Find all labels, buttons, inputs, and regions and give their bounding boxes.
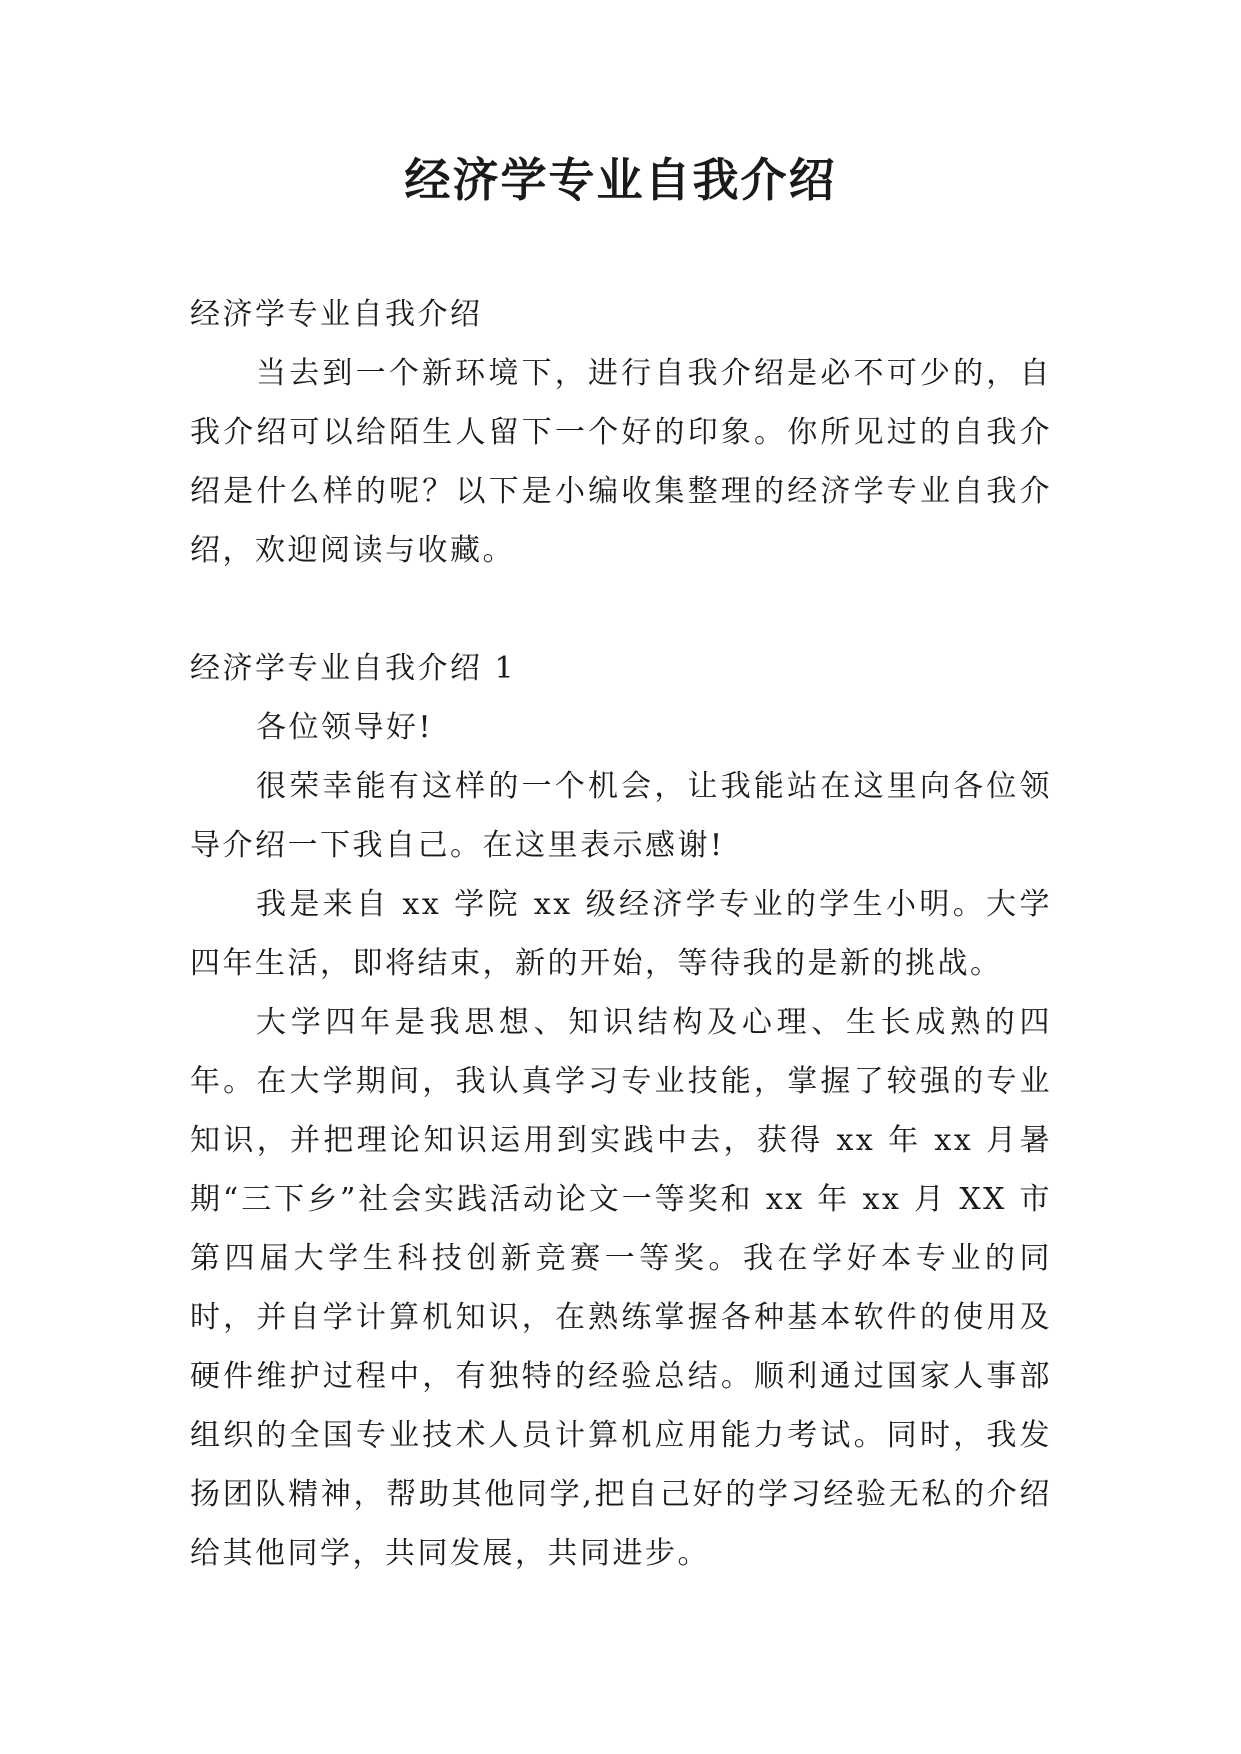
greeting-paragraph: 各位领导好! <box>256 710 434 745</box>
document-title: 经济学专业自我介绍 <box>404 153 837 207</box>
intro-heading: 经济学专业自我介绍 <box>190 297 483 332</box>
experience-paragraph: 大学四年是我思想、知识结构及心理、生长成熟的四年。在大学期间，我认真学习专业技能，掌握了较强的专业知识，并把理论知识运用到实践中去，获得 xx 年 xx 月暑期“三下乡”社会实践活动论文一等奖和 xx 年 xx 月 XX 市第四届大学生科技创新竞赛一等奖。我在学好本专业的同时，并自学计算机知识，在熟练掌握各种基本软件的使用及硬件维护过程中，有独特的经验总结。顺利通过国家人事部组织的全国专业技术人员计算机应用能力考试。同时，我发扬团队精神，帮助其他同学,把自己好的学习经验无私的介绍给其他同学，共同发展，共同进步。 <box>190 1005 1052 1571</box>
background-paragraph: 我是来自 xx 学院 xx 级经济学专业的学生小明。大学四年生活，即将结束，新的开始，等待我的是新的挑战。 <box>190 887 1052 981</box>
intro-paragraph: 当去到一个新环境下，进行自我介绍是必不可少的，自我介绍可以给陌生人留下一个好的印象。你所见过的自我介绍是什么样的呢？以下是小编收集整理的经济学专业自我介绍，欢迎阅读与收藏。 <box>190 356 1052 568</box>
thanks-paragraph: 很荣幸能有这样的一个机会，让我能站在这里向各位领导介绍一下我自己。在这里表示感谢! <box>190 769 1052 863</box>
section-heading-1: 经济学专业自我介绍 1 <box>190 651 517 686</box>
document-body <box>190 285 1052 1583</box>
section-spacer <box>190 580 1052 639</box>
